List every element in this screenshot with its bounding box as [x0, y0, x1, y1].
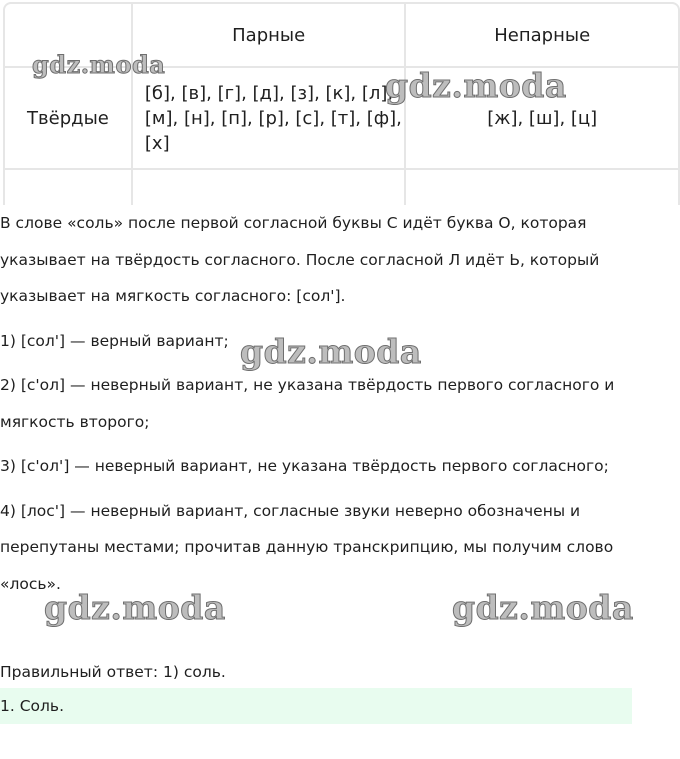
watermark-logo: gdz.moda [44, 588, 226, 627]
consonants-table [3, 2, 680, 205]
option-4-line: «лось». [0, 574, 61, 593]
option-4-line: 4) [лос'] — неверный вариант, согласные звуки неверно обозначены и [0, 501, 581, 520]
row-label-soft [5, 170, 133, 205]
option-1: 1) [сол'] — верный вариант; [0, 331, 229, 350]
explanation-text [0, 205, 680, 602]
option-2-line: 2) [с'ол] — неверный вариант, не указана твёрдость первого согласного и [0, 376, 615, 394]
intro-line: указывает на мягкость согласного: [сол']. [0, 287, 346, 305]
watermark-logo: gdz.moda [452, 588, 634, 627]
table-row [5, 170, 678, 205]
hard-paired-line: [б], [в], [г], [д], [з], [к], [л], [144, 82, 394, 104]
watermark-logo: gdz.moda [32, 50, 166, 79]
watermark-logo: gdz.moda [385, 66, 567, 105]
row-label-hard: Твёрдые [5, 68, 133, 170]
option-4-line: перепутаны местами; прочитав данную транскрипцию, мы получим слово [0, 538, 614, 556]
soft-paired-cell [133, 170, 407, 205]
header-paired: Парные [133, 4, 407, 68]
table-row [5, 68, 678, 170]
hard-paired-line: [х] [144, 132, 170, 154]
intro-line: указывает на твёрдость согласного. После согласной Л идёт Ь, который [0, 250, 600, 269]
watermark-logo: gdz.moda [240, 332, 422, 371]
correct-answer: Правильный ответ: 1) соль. [0, 663, 226, 681]
hard-paired-cell [133, 68, 407, 170]
consonants-table-crop [0, 0, 680, 205]
intro-line: В слове «соль» после первой согласной буквы С идёт буква О, которая [0, 214, 587, 232]
option-2-line: мягкость второго; [0, 412, 150, 431]
header-unpaired: Непарные [406, 4, 678, 68]
soft-unpaired-cell [406, 170, 678, 205]
final-answer-box: 1. Соль. [0, 688, 632, 724]
hard-paired-line: [м], [н], [п], [р], [с], [т], [ф], [144, 107, 402, 129]
hard-unpaired-cell: [ж], [ш], [ц] [406, 68, 678, 170]
option-3: 3) [с'ол'] — неверный вариант, не указана твёрдость первого согласного; [0, 457, 609, 475]
